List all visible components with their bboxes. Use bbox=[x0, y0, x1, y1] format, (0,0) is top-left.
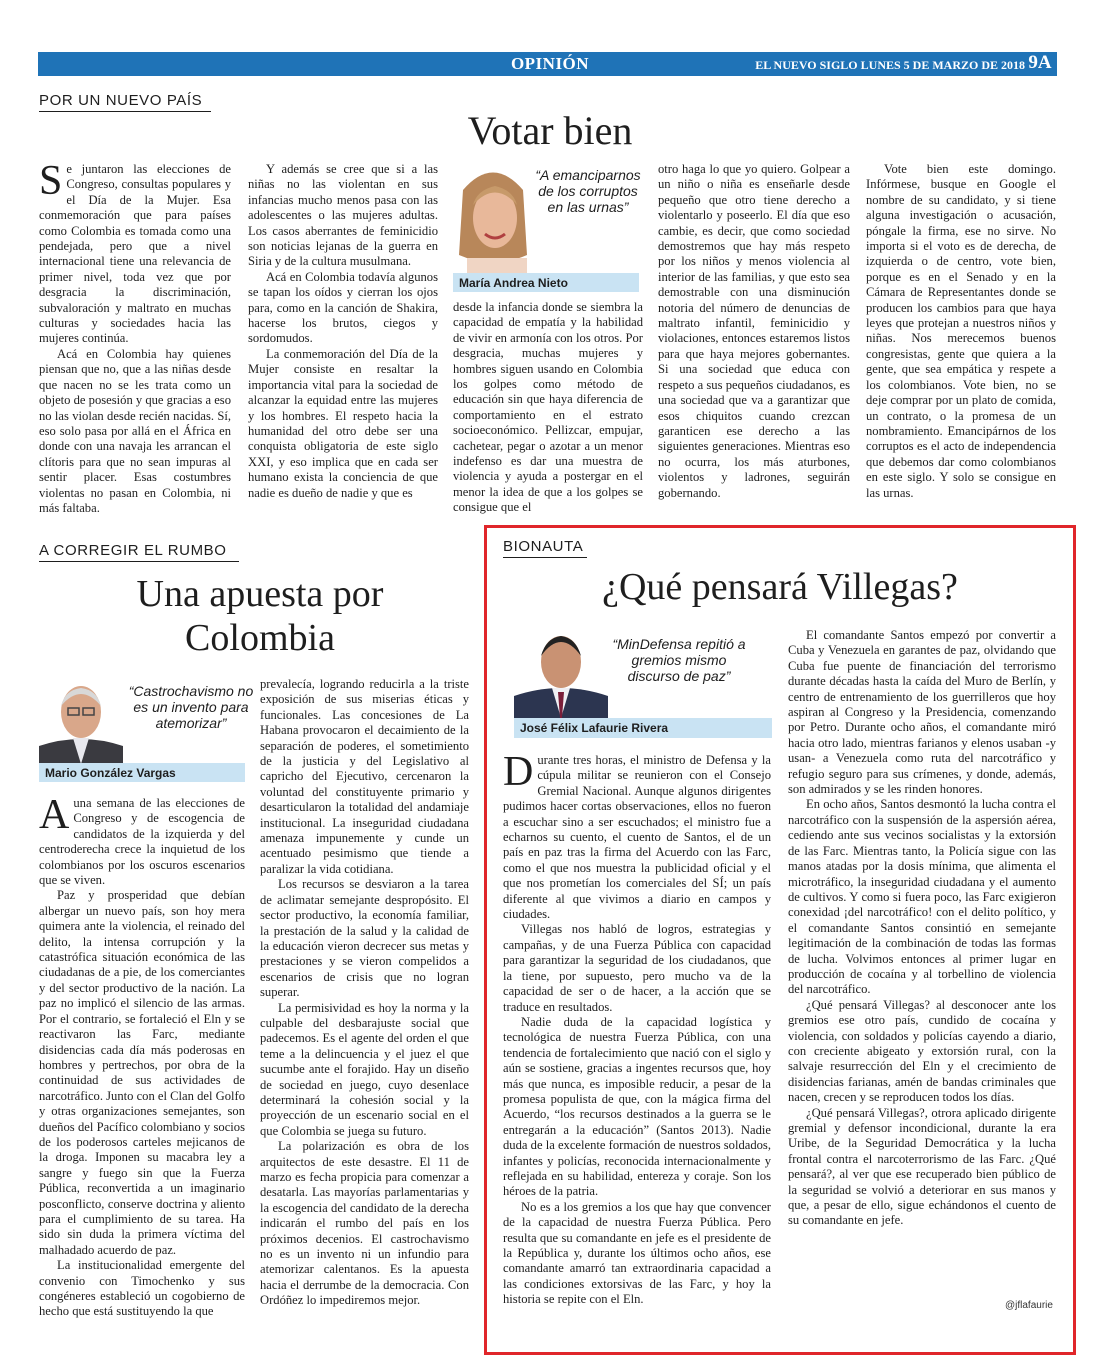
article2-paragraph: La permisividad es hoy la norma y la culpable del desbarajuste social que padecemos. Es el agente del orden el que teme a la delincuencia y el juez el que sucumbe ante el forajido. Hay un diseño de sociedad en juego, cuyo desenlace determinará la cohesión social y la proyección de un escenario social en el que Colombia se juega su futuro. bbox=[260, 1000, 469, 1138]
article3-kicker-rule bbox=[503, 557, 587, 558]
author-photo-jose-felix-lafaurie-rivera bbox=[514, 622, 608, 718]
section-title: OPINIÓN bbox=[510, 54, 590, 73]
article3-paragraph: ¿Qué pensará Villegas?, otrora aplicado dirigente gremial y defensor incondicional, durante la era Uribe, de la Seguridad Democrática y la lucha frontal contra el narcoterrorismo de las Farc. ¿Qué pensará?, al ver que ese recuperado bien público de la seguridad se volvió a deteriorar en sus manos y que, a pesar de ello, sigue echándonos el cuento de su comandante en jefe. bbox=[788, 1105, 1056, 1228]
article3-paragraph: Nadie duda de la capacidad logística y tecnológica de nuestra Fuerza Pública, con una tendencia de fortalecimiento que nació con el siglo y aún se sostiene, gracias a ingentes recursos que, hoy más que nunca, es imposible reducir, a pesar de la promesa populista de que, con la mágica firma del Acuerdo, “los recursos destinados a la guerra se le entregarán a la educación” (Santos 2013). Nadie duda de la excelente formación de nuestros soldados, infantes y policías, reconocida internacionalmente y reflejada en su habilidad, entereza y coraje. Son los héroes de la patria. bbox=[503, 1014, 771, 1199]
newspaper-date: EL NUEVO SIGLO LUNES 5 DE MARZO DE 2018 bbox=[755, 58, 1025, 72]
article1-column-1 bbox=[39, 158, 231, 516]
article3-paragraph: El comandante Santos empezó por convertir a Cuba y Venezuela en garantes de paz, olvidando que Cuba fue puente de financiación del terrorismo durante décadas hasta la caída del Muro de Berlín, y centro de entrenamiento de los guerrilleros que hoy aspiran al Congreso y la Presidencia, comenzando por Petro. Durante ocho años, el comandante miró hacia otro lado, mientras farianos y elenos usaban -y usan- a Venezuela como ruta del narcotráfico y refugio seguro para sus crímenes, y donde, además, son admirados y se les rinden honores. bbox=[788, 628, 1056, 797]
article3-paragraph: En ocho años, Santos desmontó la lucha contra el narcotráfico con la suspensión de la aspersión aérea, cediendo ante sus vecinos socialistas y la extorsión de las Farc. Mientras tanto, la Policía sigue con las manos atadas por la dosis mínima, que alimenta el microtráfico, la inseguridad ciudadana y el aumento de cultivos. Y como si fuera poco, las Farc exigieron conexidad ¡del narcotráfico! con el delito político, y el comandante Santos consintió en semejante legitimación de la combinación de todas las formas de lucha. Volvimos entonces al primer lugar en producción de cocaína y al torbellino de violencia del narcotráfico. bbox=[788, 797, 1056, 997]
article1-column-2 bbox=[248, 162, 438, 501]
article3-paragraph: Villegas nos habló de logros, estrategias y campañas, y de una Fuerza Pública con capacidad para garantizar la seguridad de los ciudadanos, que la tiene, por supuesto, pero mucho va de la capacidad de ser o de hacer, a la acción que se traduce en resultados. bbox=[503, 922, 771, 1014]
article2-paragraph: una semana de las elecciones de Congreso y de escogencia de candidatos de la izquierda y del centroderecha crece la inquietud de los colombianos por los oscuros escenarios que se viven. bbox=[39, 796, 245, 888]
author-photo-maria-andrea-nieto bbox=[453, 160, 533, 273]
article3-column-2 bbox=[788, 628, 1056, 1229]
article1-paragraph: La conmemoración del Día de la Mujer consiste en resaltar la importancia vital para la sociedad de alcanzar la equidad entre las mujeres y los hombres. El respeto hacia la humanidad del otro debe ser una conquista obligatoria de este siglo XXI, y eso implica que en cada ser humano exista la conciencia de que nadie es dueño de nadie y que es bbox=[248, 346, 438, 500]
article1-paragraph: Acá en Colombia todavía algunos se tapan los oídos y cierran los ojos para, como en la canción de Shakira, hacerse los brutos, ciegos y sordomudos. bbox=[248, 269, 438, 346]
article2-paragraph: La institucionalidad emergente del convenio con Timochenko y sus congéneres estableció un cogobierno de hecho que está sustituyendo la que bbox=[39, 1258, 245, 1319]
article1-kicker-rule bbox=[39, 111, 211, 112]
article2-paragraph: prevalecía, logrando reducirla a la triste exposición de sus miserias éticas y funcionales. Las concesiones de La Habana provocaron el decaimiento de la separación de poderes, el sometimiento de la justicia y del Legislativo al capricho del Ejecutivo, cercenaron la voluntad del constituyente primario y desarticularon la totalidad del andamiaje institucional. La inseguridad ciudadana amenaza impunemente y cunde un acentuado pesimismo que tiende a paralizar la vida cotidiana. bbox=[260, 677, 469, 876]
article3-paragraph: ¿Qué pensará Villegas? al desconocer ante los gremios ese otro país, cundido de cocaína y violencia, con soldados y policías cayendo a diario, con creciente abigeato y extorsión rural, con la salvaje resurrección del Eln y el crecimiento de disidencias farianas, amén de bandas criminales que nacen, crecen y se reproducen todos los días. bbox=[788, 997, 1056, 1105]
article2-column-1 bbox=[39, 792, 245, 1320]
article2-column-2 bbox=[260, 677, 469, 1309]
article1-paragraph: e juntaron las elecciones de Congreso, consultas populares y el Día de la Mujer. Esa conmemoración que para países como Colombia es tomada como una pendejada, pero que a nivel internacional tiene una relevancia de primer nivel, toda vez que por desgracia la discriminación, subvaloración y maltrato en muchas culturas y sociedades hacia las mujeres continúa. bbox=[39, 162, 231, 346]
article3-title: ¿Qué pensará Villegas? bbox=[602, 566, 958, 608]
article1-paragraph: Vote bien este domingo. Infórmese, busque en Google el nombre de su candidato, y si tiene alguna investigación o acusación, póngale la firma, ese no sirve. No importa si el voto es de derecha, de izquierda o de centro, vote bien, porque es en el Senado y en la Cámara de Representantes donde se producen los cambios para que haya leyes que protejan a nuestros niños y niñas. Nos merecemos buenos congresistas, gente que quiera a la gente, que sea empática y respete a los colombianos. Vote bien, no se deje comprar por un plato de comida, un contrato, o la promesa de un nombramiento. Emancipárnos de los corruptos es el acto de independencia que debemos dar como colombianos en este siglo. Y solo se consigue en las urnas. bbox=[866, 162, 1056, 500]
article1-column-4 bbox=[658, 162, 850, 501]
article2-pull-quote: “Castrochavismo no es un invento para atemorizar” bbox=[128, 683, 254, 731]
article2-paragraph: La polarización es obra de los arquitectos de este desastre. El 11 de marzo es fecha propicia para comenzar a desatarla. Las mayorías parlamentarias y la escogencia del candidato de la derecha indicarán el rumbo del país en los próximos decenios. El castrochavismo no es un invento ni un infundio para atemorizar calentanos. Es la apuesta hacia el derrumbe de la democracia. Con Ordóñez lo impediremos mejor. bbox=[260, 1139, 469, 1308]
article2-paragraph: Paz y prosperidad que debían albergar un nuevo país, son hoy mera quimera ante la violencia, el reinado del delito, la intensa corrupción y la catastrófica situación económica de las ciudadanas de a pie, de los comerciantes y del sector productivo de la nación. La paz no implicó el silencio de las armas. Por el contrario, se fortaleció el Eln y se reactivaron las Farc, mediante disidencias cada día más poderosas en hombres y pertrechos, por obra de la continuidad de sus actividades de narcotráfico. Junto con el Clan del Golfo y otras organizaciones semejantes, son dueños del Pacífico colombiano y socios de los poderosos carteles mejicanos de la droga. Imponen su macabra ley a sangre y fuego sin que la Fuerza Pública, reconvertida a un imaginario posconflicto, conserve doctrina y aliento para el cumplimiento de su tarea. Ha sido sin duda la primera víctima del malhadado acuerdo de paz. bbox=[39, 888, 245, 1257]
article1-paragraph: desde la infancia donde se siembra la capacidad de empatía y la habilidad de vivir en armonía con los otros. Por desgracia, muchas mujeres y hombres siguen usando en Colombia los golpes como método de educación sin que haya diferencia de comportamiento en el estrato socioeconómico. Pellizcar, empujar, cachetear, pegar o azotar a un menor indefenso es dar una muestra de violencia y ayuda a postergar en el menor la idea de que a los golpes se consigue que el bbox=[453, 300, 643, 515]
article1-title: Votar bien bbox=[467, 108, 633, 153]
article1-dropcap: S bbox=[39, 158, 63, 204]
article3-author-byline: José Félix Lafaurie Rivera bbox=[514, 718, 772, 738]
article1-paragraph: Acá en Colombia hay quienes piensan que no, que a las niñas desde que nacen no se les trata como un objeto de posesión y que gracias a eso no las violan desde recién nacidas. Sí, eso solo pasa por allá en el África en donde con una navaja les arrancan el clítoris para que no sean impuras al sentir placer. Esas costumbres violentas no pasan en Colombia, ni más faltaba. bbox=[39, 346, 231, 515]
author-twitter-handle: @jflafaurie bbox=[1005, 1300, 1053, 1311]
article3-paragraph: urante tres horas, el ministro de Defensa y la cúpula militar se reunieron con el Consejo Gremial Nacional. Aunque algunos dirigentes pudimos hacer cortas observaciones, ellos no fueron a escuchar sino a ser escuchados; el ministro fue a echarnos su cuento, el cuento de Santos, el de un país en paz tras la firma del Acuerdo con las Farc, como el que nos muestra la publicidad oficial y el que nos prometían los comerciales del SÍ; un país diferente al que vivimos a diario en campos y ciudades. bbox=[503, 753, 771, 922]
article2-title: Una apuesta por Colombia bbox=[136, 573, 384, 659]
article3-paragraph: No es a los gremios a los que hay que convencer de la capacidad de nuestra Fuerza Pública. Pero resulta que su comandante en jefe es el presidente de la República y, durante los últimos ocho años, ese comandante amarró tan extraordinaria capacidad a las condiciones extorsivas de las Farc, y hoy la historia se repite con el Eln. bbox=[503, 1199, 771, 1307]
page-number: 9A bbox=[1028, 52, 1052, 73]
article1-kicker: POR UN NUEVO PAÍS bbox=[39, 92, 203, 109]
article1-column-5 bbox=[866, 162, 1056, 501]
article1-column-3 bbox=[453, 300, 643, 516]
article2-paragraph: Los recursos se desviaron a la tarea de aclimatar semejante despropósito. El sector productivo, la economía familiar, la prestación de la salud y la calidad de la educación vieron decrecer sus metas y prestaciones y se vieron compelidos a escenarios de crisis que no logran superar. bbox=[260, 877, 469, 1000]
article2-dropcap: A bbox=[39, 792, 70, 838]
article2-author-byline: Mario González Vargas bbox=[39, 763, 245, 782]
article1-author-byline: María Andrea Nieto bbox=[453, 273, 639, 292]
article2-kicker-rule bbox=[39, 561, 239, 562]
article2-kicker: A CORREGIR EL RUMBO bbox=[39, 542, 227, 559]
article3-pull-quote: “MinDefensa repitió a gremios mismo discurso de paz” bbox=[612, 636, 746, 684]
article3-dropcap: D bbox=[503, 749, 534, 795]
author-photo-mario-gonzalez-vargas bbox=[39, 676, 123, 764]
article1-paragraph: Y además se cree que si a las niñas no las violentan en sus infancias mucho menos pasa con las adolescentes o las mujeres adultas. Los casos aberrantes de feminicidio son noticias lejanas de la guerra en Siria y de la cultura musulmana. bbox=[248, 162, 438, 269]
article1-pull-quote: “A emanciparnos de los corruptos en las urnas” bbox=[535, 167, 641, 215]
article3-kicker: BIONAUTA bbox=[503, 538, 584, 555]
article3-column-1 bbox=[503, 749, 771, 1308]
article1-paragraph: otro haga lo que yo quiero. Golpear a un niño o niña es enseñarle desde pequeño que otro tiene derecho a violentarlo y poseerlo. El día que eso cambie, es decir, que como sociedad demostremos que hay más respeto por los niños y menos violencia al interior de las familias, y que esto sea demostrable con una disminución notoria del número de denuncias de maltrato infantil, feminicidio y violaciones, entonces estaremos listos para que haya mejores gobernantes. Si una sociedad que educa con respeto a sus pequeños ciudadanos, es una sociedad que va a garantizar que esos chiquitos cuando crezcan garanticen ese derecho a las siguientes generaciones. Mientras eso no ocurra, los más aturbones, violentos y ladrones, seguirán gobernando. bbox=[658, 162, 850, 500]
